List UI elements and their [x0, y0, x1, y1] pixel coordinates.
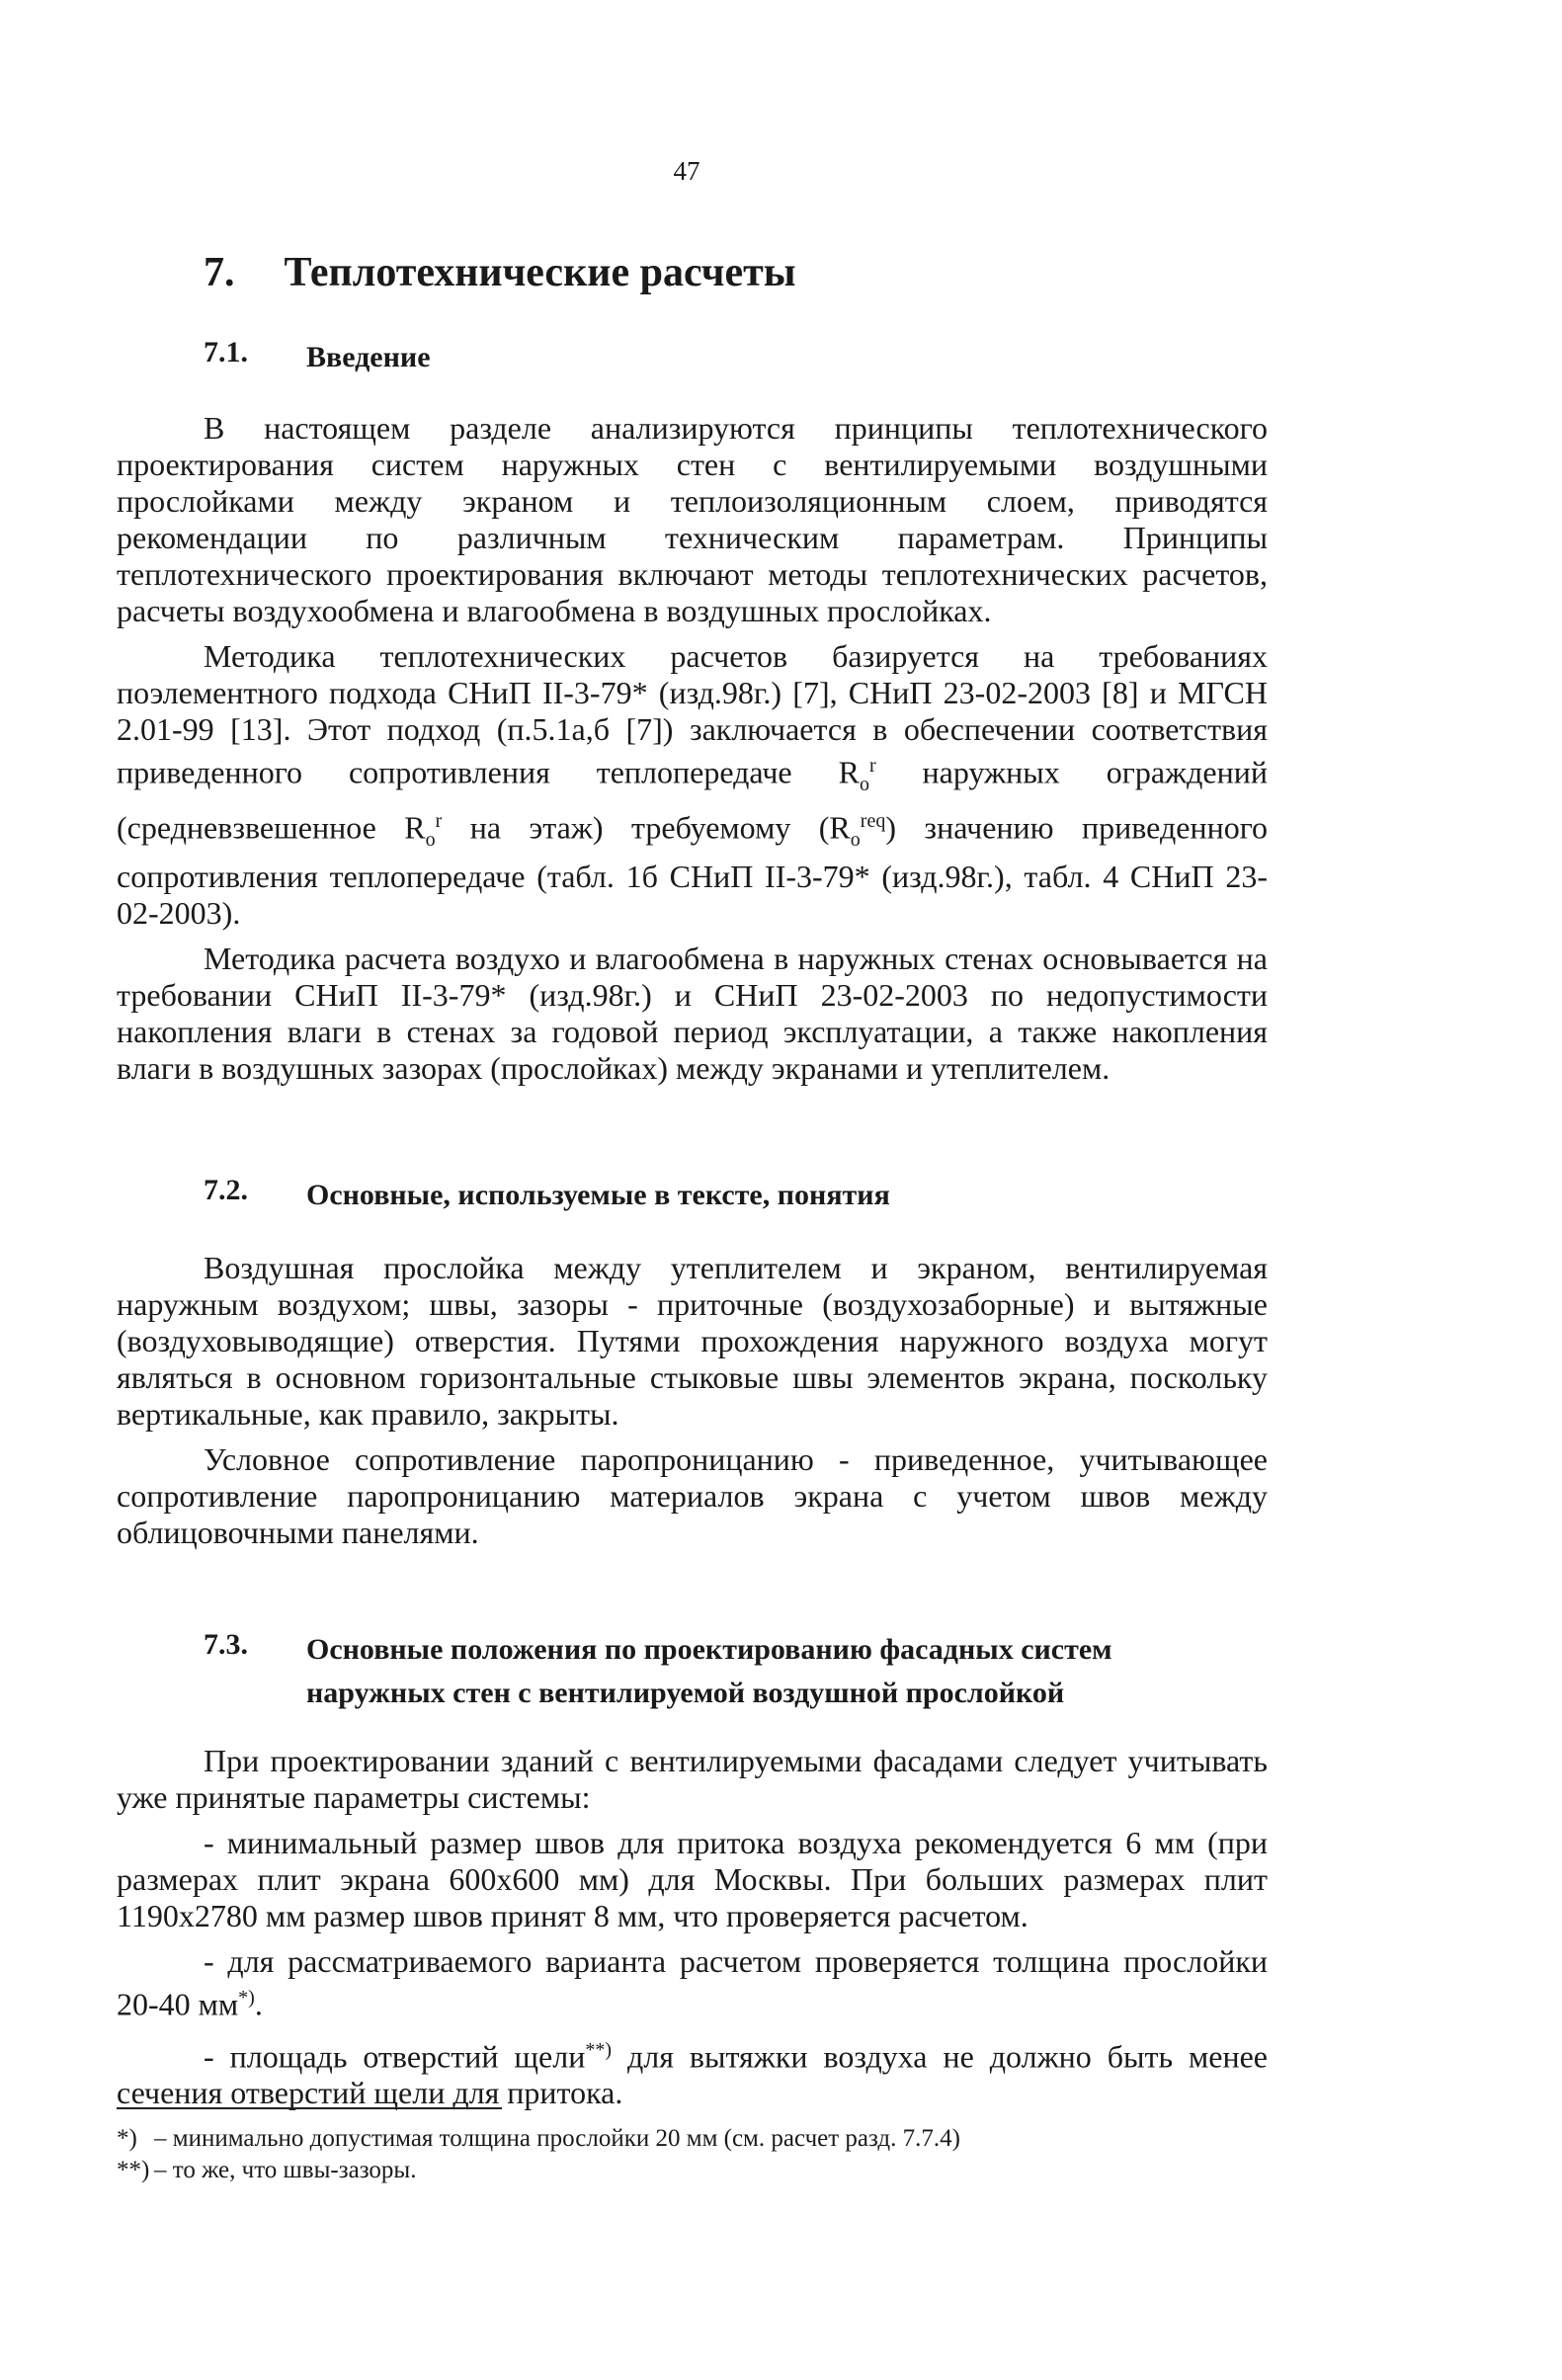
footnote-mark: *) [117, 2125, 137, 2152]
paragraph: Условное сопротивление паропроницанию - приведенное, учитывающее сопротивление паропроницанию материалов экрана с учетом швов между облицовочными панелями. [117, 1441, 1268, 1550]
footnote-ref: *) [238, 1987, 255, 2009]
list-item: - минимальный размер швов для притока воздуха рекомендуется 6 мм (при размерах плит экрана 600х600 мм) для Москвы. При больших размерах плит 1190х2780 мм размер швов принят 8 мм, что проверяется расчетом. [117, 1825, 1268, 1933]
footnote-divider [117, 2107, 502, 2109]
section-7-heading [204, 249, 796, 296]
footnote-ref: **) [585, 2038, 613, 2061]
footnote-text: – то же, что швы-зазоры. [154, 2157, 417, 2183]
section-7-1-body [117, 410, 1268, 1096]
section-7-2-body [117, 1250, 1268, 1560]
section-7-title: Теплотехнические расчеты [284, 250, 796, 295]
page-number: 47 [673, 156, 700, 186]
section-7-3-heading [204, 1628, 1112, 1715]
section-7-2-heading [204, 1174, 890, 1217]
footnote [117, 2124, 960, 2154]
list-item: - для рассматриваемого варианта расчетом проверяется толщина прослойки 20-40 мм*). [117, 1943, 1268, 2022]
paragraph: Методика расчета воздухо и влагообмена в наружных стенах основывается на требовании СНиП II-3-79* (изд.98г.) и СНиП 23-02-2003 по недопустимости накопления влаги в стенах за годовой период эксплуатации, а также накопления влаги в воздушных зазорах (прослойках) между экранами и утеплителем. [117, 941, 1268, 1087]
section-7-number: 7. [204, 250, 235, 295]
section-7-1-heading [204, 336, 431, 379]
section-7-3-number: 7.3. [204, 1628, 248, 1661]
section-7-1-number: 7.1. [204, 336, 248, 369]
paragraph: Воздушная прослойка между утеплителем и экраном, вентилируемая наружным воздухом; швы, зазоры - приточные (воздухозаборные) и вытяжные (воздуховыводящие) отверстия. Путями прохождения наружного воздуха могут являться в основном горизонтальные стыковые швы элементов экрана, поскольку вертикальные, как правило, закрыты. [117, 1250, 1268, 1432]
section-7-2-number: 7.2. [204, 1174, 248, 1206]
section-7-3-body [117, 1743, 1268, 2120]
section-7-1-title: Введение [306, 341, 431, 373]
paragraph: Методика теплотехнических расчетов базируется на требованиях поэлементного подхода СНиП II-3-79* (изд.98г.) [7], СНиП 23-02-2003 [8] и МГСН 2.01-99 [13]. Этот подход (п.5.1а,б [7]) заключается в обеспечении соответствия приведенного сопротивления теплопередаче $R_о^r$ наружных ограждений (средневзвешенное $R_о^r$ на этаж) требуемому $(R_о^{req})$ значению приведенного сопротивления теплопередаче (табл. 1б СНиП II-3-79* (изд.98г.), табл. 4 СНиП 23-02-2003). [117, 638, 1269, 932]
paragraph: В настоящем разделе анализируются принципы теплотехнического проектирования систем наружных стен с вентилируемыми воздушными прослойками между экраном и теплоизоляционным слоем, приводятся рекомендации по различным техническим параметрам. Принципы теплотехнического проектирования включают методы теплотехнических расчетов, расчеты воздухообмена и влагообмена в воздушных прослойках. [117, 410, 1268, 628]
footnote-text: – минимально допустимая толщина прослойки 20 мм (см. расчет разд. 7.7.4) [154, 2125, 960, 2152]
paragraph: При проектировании зданий с вентилируемыми фасадами следует учитывать уже принятые параметры системы: [117, 1743, 1268, 1815]
footnote [117, 2156, 416, 2185]
section-7-2-title: Основные, используемые в тексте, понятия [306, 1179, 890, 1211]
list-item: - площадь отверстий щели**) для вытяжки воздуха не должно быть менее сечения отверстий щели для притока. [117, 2038, 1269, 2111]
section-7-3-title: Основные положения по проектированию фасадных систем наружных стен с вентилируемой воздушной прослойкой [306, 1633, 1112, 1709]
footnote-mark: **) [117, 2157, 150, 2183]
